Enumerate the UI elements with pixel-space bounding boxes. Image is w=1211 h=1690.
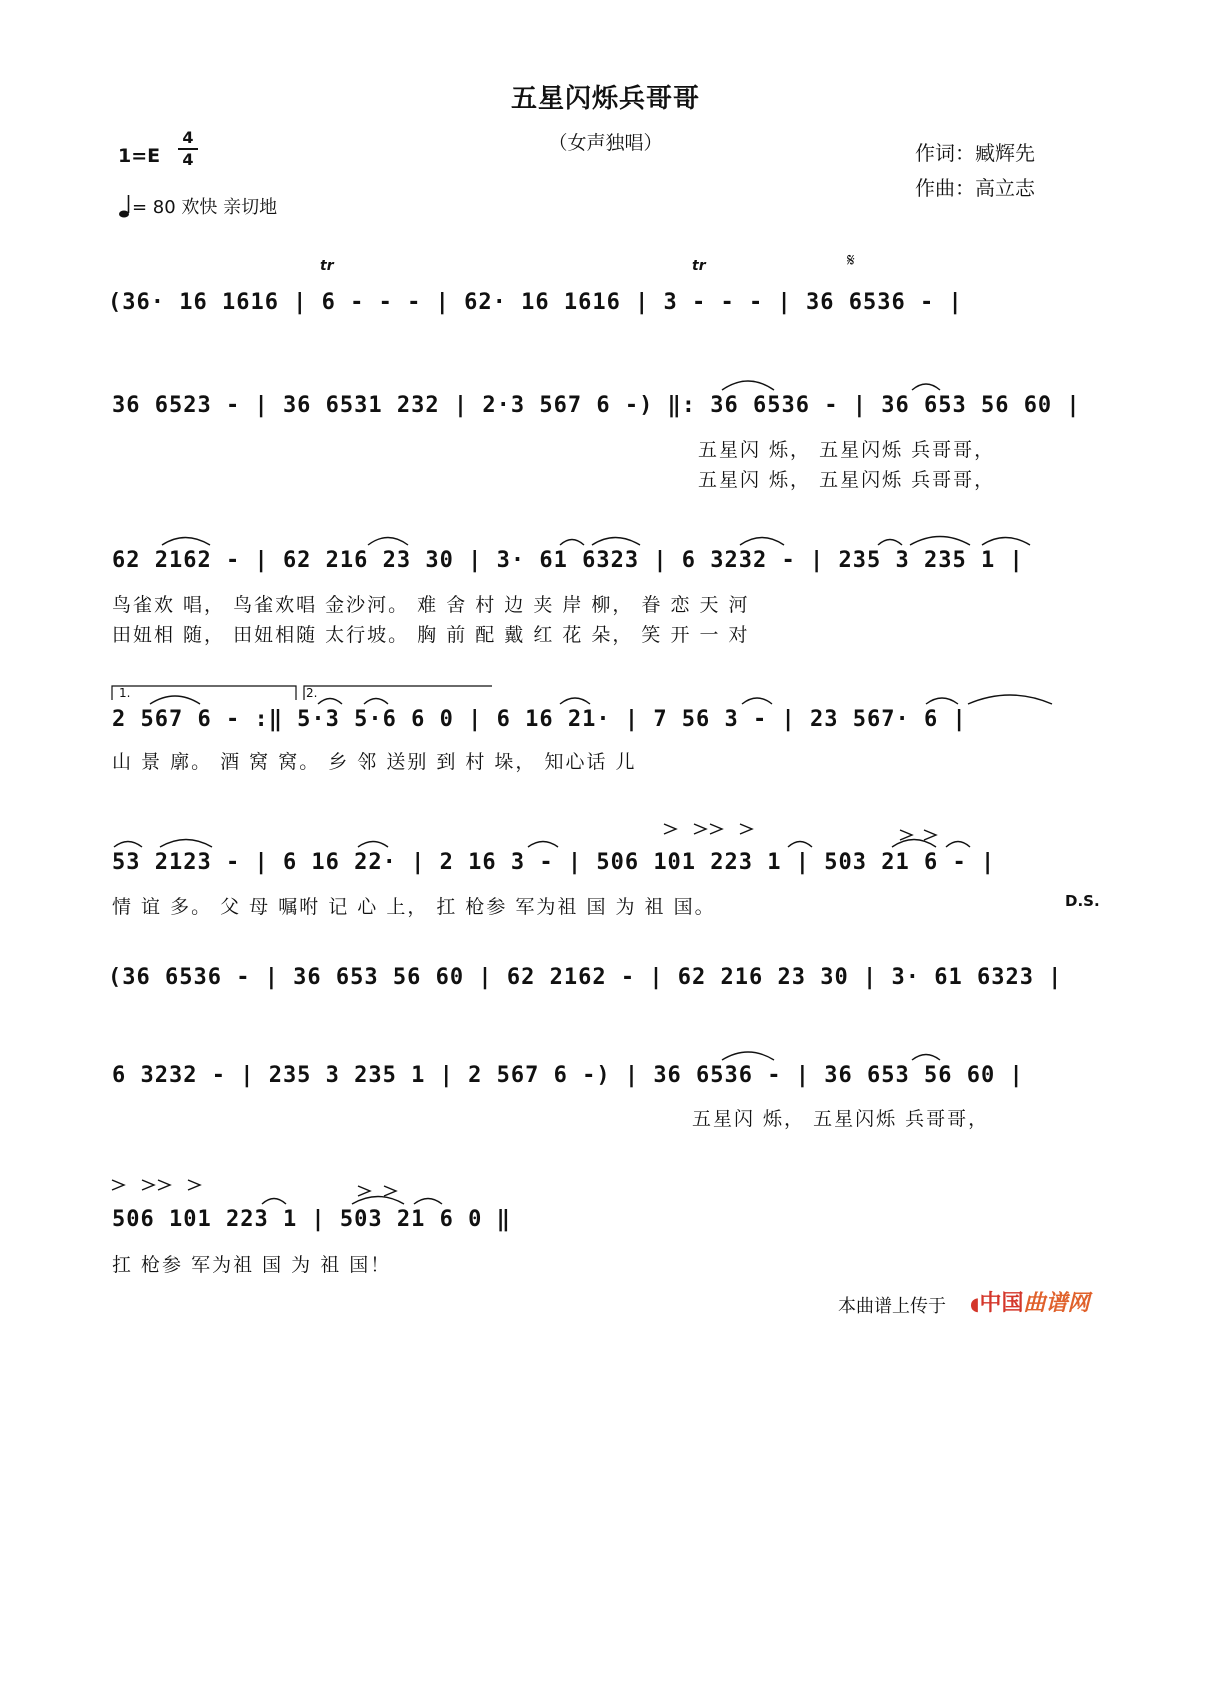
slur bbox=[740, 538, 784, 546]
lyricist-credit: 作词：臧辉先 bbox=[915, 141, 1035, 165]
slur bbox=[912, 384, 940, 390]
key-signature: 1=E bbox=[118, 145, 161, 167]
slur bbox=[528, 842, 558, 848]
notation-row: 506 101 223 1 | 503 21 6 0 ‖ bbox=[112, 1207, 511, 1232]
slur bbox=[358, 842, 388, 848]
time-signature-bottom: 4 bbox=[182, 150, 194, 169]
slur bbox=[364, 699, 388, 705]
slur bbox=[560, 698, 590, 704]
slur bbox=[722, 1052, 774, 1060]
notation-row: 6 3232 - | 235 3 235 1 | 2 567 6 -) | 36 6536 - | 36 653 56 60 | bbox=[112, 1063, 1024, 1088]
volta-1-label: 1. bbox=[119, 686, 131, 700]
lyric-line: 五星闪 烁， 五星闪烁 兵哥哥， bbox=[698, 439, 996, 461]
slur bbox=[414, 1199, 442, 1205]
slur bbox=[926, 698, 958, 704]
slur bbox=[162, 538, 210, 546]
notation-row: (36· 16 1616 | 6 - - - | 62· 16 1616 | 3 - - - | 36 6536 - | bbox=[108, 290, 963, 315]
notation-row: 36 6523 - | 36 6531 232 | 2·3 567 6 -) ‖: 36 6536 - | 36 653 56 60 | bbox=[112, 393, 1081, 418]
composer-credit: 作曲：高立志 bbox=[915, 176, 1035, 200]
slur bbox=[262, 1199, 286, 1205]
slur bbox=[368, 538, 408, 546]
accent-marks bbox=[664, 824, 936, 840]
slur bbox=[878, 540, 902, 546]
notation-row: 2 567 6 - :‖ 5·3 5·6 6 0 | 6 16 21· | 7 56 3 - | 23 567· 6 | bbox=[112, 707, 967, 732]
page-subtitle: （女声独唱） bbox=[548, 132, 663, 154]
slur bbox=[722, 381, 774, 390]
slur bbox=[592, 538, 640, 546]
slur bbox=[982, 538, 1030, 546]
slur bbox=[968, 695, 1052, 704]
accent-marks bbox=[112, 1180, 396, 1196]
lyric-line: 鸟雀欢 唱， 鸟雀欢唱 金沙河。 难 舍 村 边 夹 岸 柳， 眷 恋 天 河 bbox=[112, 594, 750, 616]
logo-text-b: 曲谱网 bbox=[1023, 1291, 1090, 1316]
time-signature-top: 4 bbox=[182, 128, 194, 147]
page-title: 五星闪烁兵哥哥 bbox=[510, 84, 700, 114]
site-logo[interactable] bbox=[970, 1286, 1090, 1317]
ds-mark: D.S. bbox=[1065, 892, 1100, 910]
slur bbox=[150, 696, 200, 704]
slur bbox=[892, 840, 936, 848]
notation-row: 62 2162 - | 62 216 23 30 | 3· 61 6323 | 6 3232 - | 235 3 235 1 | bbox=[112, 548, 1024, 573]
slur bbox=[946, 842, 970, 848]
slur bbox=[788, 842, 812, 848]
slur bbox=[560, 540, 584, 546]
lyric-line: 田妞相 随， 田妞相随 太行坡。 胸 前 配 戴 红 花 朵， 笑 开 一 对 bbox=[112, 624, 750, 646]
notation-row: 53 2123 - | 6 16 22· | 2 16 3 - | 506 101 223 1 | 503 21 6 - | bbox=[112, 850, 996, 875]
volta-bracket bbox=[304, 686, 492, 700]
slur bbox=[742, 698, 772, 704]
trill-mark: tr bbox=[692, 258, 706, 274]
lyric-line: 五星闪 烁， 五星闪烁 兵哥哥， bbox=[698, 469, 996, 491]
slur bbox=[352, 1197, 404, 1205]
lyric-line: 情 谊 多。 父 母 嘱咐 记 心 上， 扛 枪参 军为祖 国 为 祖 国。 bbox=[112, 896, 716, 918]
volta-2-label: 2. bbox=[306, 686, 318, 700]
slur bbox=[912, 1055, 940, 1061]
trill-mark: tr bbox=[320, 258, 334, 274]
slur bbox=[114, 842, 142, 848]
logo-text-a: 中国 bbox=[979, 1291, 1024, 1316]
volta-bracket bbox=[112, 686, 296, 700]
logo-icon: ◖ bbox=[970, 1294, 980, 1315]
notation-row: (36 6536 - | 36 653 56 60 | 62 2162 - | 62 216 23 30 | 3· 61 6323 | bbox=[108, 965, 1063, 990]
lyric-line: 山 景 廓。 酒 窝 窝。 乡 邻 送别 到 村 垛， 知心话 儿 bbox=[112, 751, 637, 773]
lyric-line: 扛 枪参 军为祖 国 为 祖 国！ bbox=[112, 1254, 392, 1276]
slur bbox=[318, 699, 342, 705]
footer-text: 本曲谱上传于 bbox=[838, 1296, 946, 1317]
tempo-text: = 80 欢快 亲切地 bbox=[132, 197, 278, 218]
lyric-line: 五星闪 烁， 五星闪烁 兵哥哥， bbox=[692, 1108, 990, 1130]
segno-mark: 𝄋 bbox=[847, 250, 855, 271]
slur bbox=[910, 537, 970, 546]
slur bbox=[160, 840, 212, 848]
